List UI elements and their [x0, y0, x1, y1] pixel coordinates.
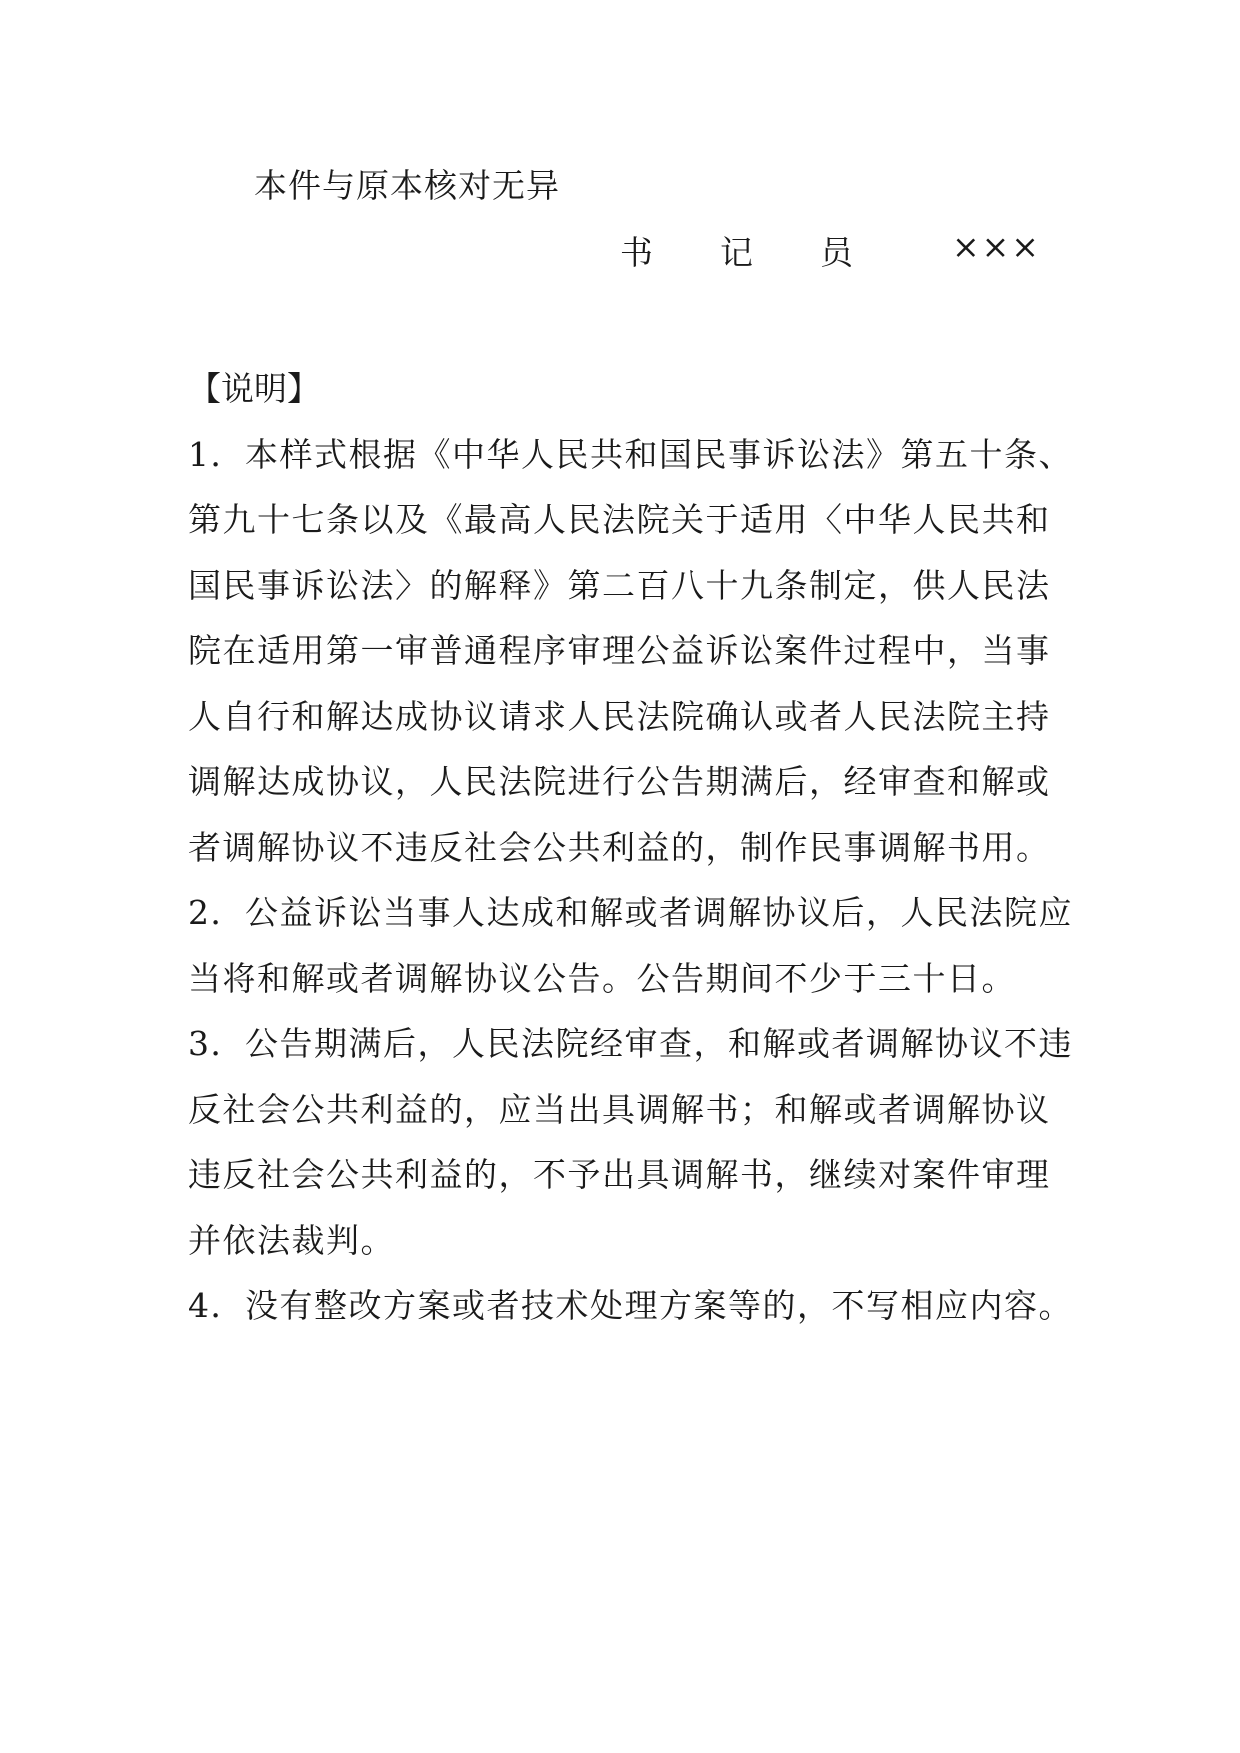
note-line: 4．没有整改方案或者技术处理方案等的，不写相应内容。 — [188, 1286, 1073, 1325]
clerk-title-char: 书 — [620, 233, 653, 272]
clerk-title-char: 员 — [820, 233, 853, 272]
note-line: 国民事诉讼法〉的解释》第二百八十九条制定，供人民法 — [188, 565, 1051, 605]
note-line: 人自行和解达成协议请求人民法院确认或者人民法院主持 — [188, 696, 1051, 736]
certification-statement: 本件与原本核对无异 — [254, 166, 560, 205]
note-line: 院在适用第一审普通程序审理公益诉讼案件过程中，当事 — [188, 631, 1051, 670]
note-line: 调解达成协议，人民法院进行公告期满后，经审查和解或 — [188, 762, 1051, 801]
note-line: 违反社会公共利益的，不予出具调解书，继续对案件审理 — [188, 1155, 1051, 1194]
note-line: 者调解协议不违反社会公共利益的，制作民事调解书用。 — [188, 827, 1051, 867]
note-line: 1．本样式根据《中华人民共和国民事诉讼法》第五十条、 — [188, 434, 1073, 474]
notes-title: 【说明】 — [188, 369, 320, 408]
note-line: 2．公益诉讼当事人达成和解或者调解协议后，人民法院应 — [188, 893, 1073, 932]
note-line: 第九十七条以及《最高人民法院关于适用〈中华人民共和 — [188, 500, 1051, 539]
note-line: 当将和解或者调解协议公告。公告期间不少于三十日。 — [188, 958, 1016, 998]
clerk-title-char: 记 — [720, 233, 753, 272]
clerk-name: ××× — [952, 227, 1041, 266]
note-line: 3．公告期满后，人民法院经审查，和解或者调解协议不违 — [188, 1024, 1073, 1063]
note-line: 反社会公共利益的，应当出具调解书；和解或者调解协议 — [188, 1089, 1051, 1129]
notes-section — [188, 356, 1073, 1339]
note-line: 并依法裁判。 — [188, 1220, 395, 1260]
